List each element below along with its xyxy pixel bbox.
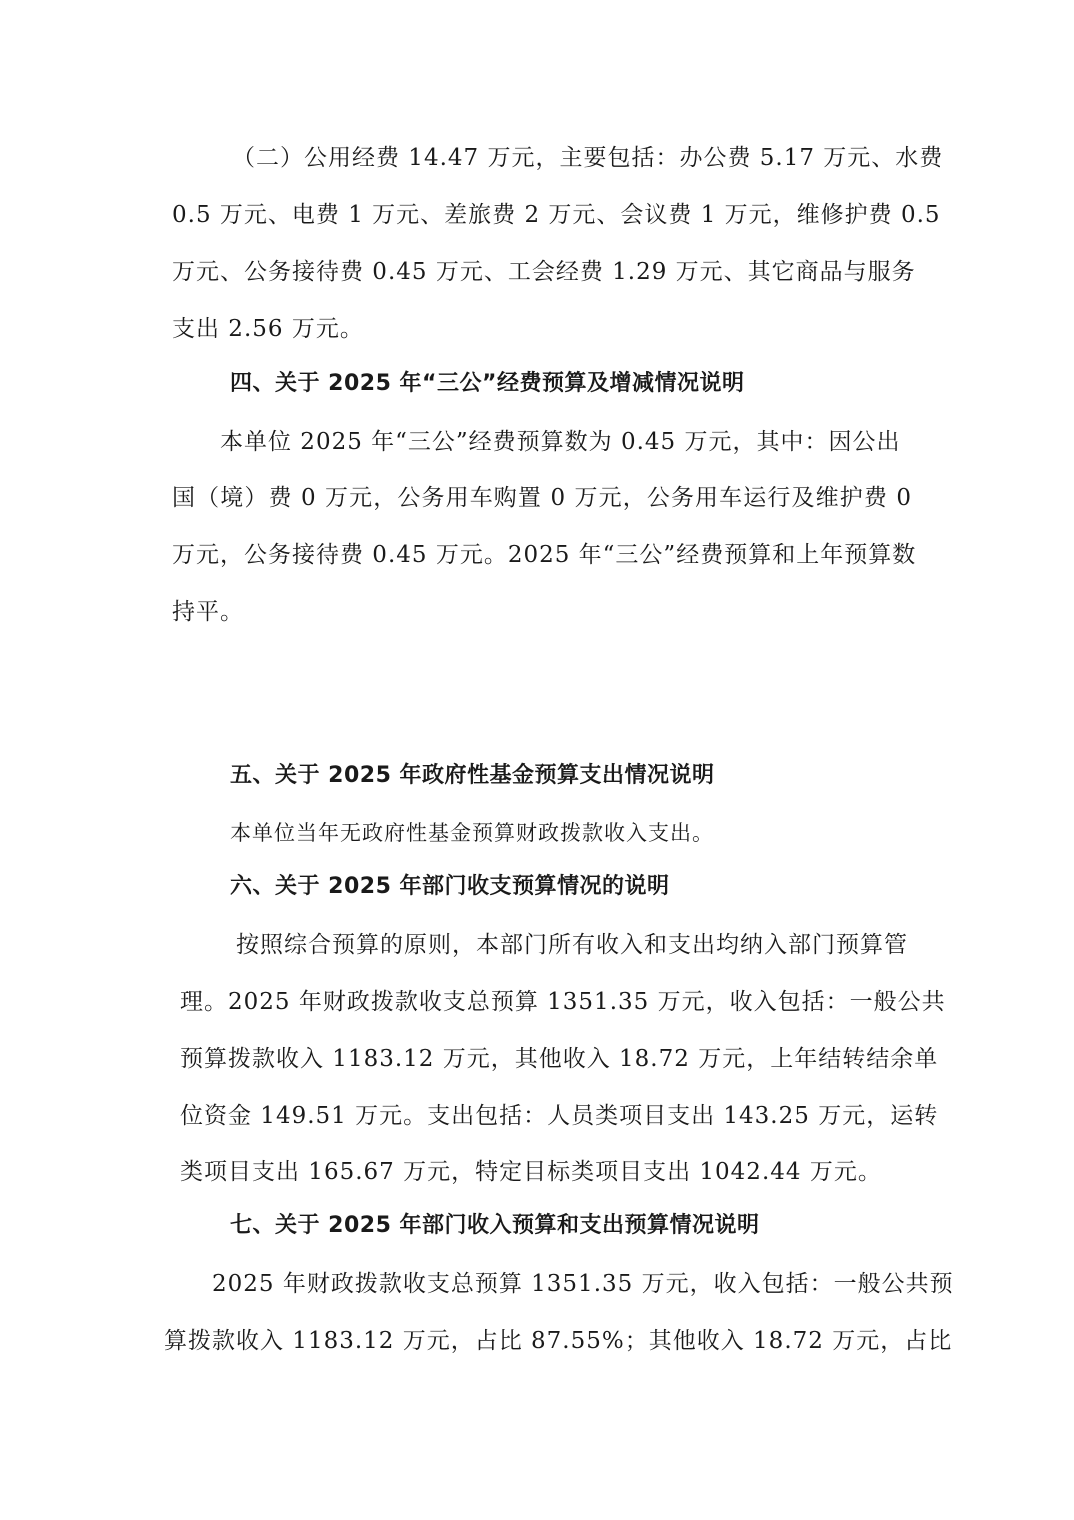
section-heading: 四、关于 2025 年“三公”经费预算及增减情况说明 [230, 371, 745, 396]
paragraph-line: 持平。 [172, 599, 244, 625]
paragraph-line: 位资金 149.51 万元。支出包括：人员类项目支出 143.25 万元，运转 [180, 1103, 939, 1129]
paragraph-line: 0.5 万元、电费 1 万元、差旅费 2 万元、会议费 1 万元，维修护费 0.5 [172, 202, 941, 228]
paragraph-line: 算拨款收入 1183.12 万元，占比 87.55%；其他收入 18.72 万元，占比 [164, 1328, 953, 1354]
paragraph-line: 万元、公务接待费 0.45 万元、工会经费 1.29 万元、其它商品与服务 [172, 259, 916, 285]
paragraph-line: 本单位 2025 年“三公”经费预算数为 0.45 万元，其中：因公出 [220, 429, 901, 455]
paragraph-line: （二）公用经费 14.47 万元，主要包括：办公费 5.17 万元、水费 [232, 145, 944, 171]
section-heading: 五、关于 2025 年政府性基金预算支出情况说明 [230, 763, 715, 788]
section-heading: 七、关于 2025 年部门收入预算和支出预算情况说明 [230, 1213, 760, 1238]
paragraph-line: 理。2025 年财政拨款收支总预算 1351.35 万元，收入包括：一般公共 [180, 989, 946, 1015]
paragraph-line: 按照综合预算的原则，本部门所有收入和支出均纳入部门预算管 [236, 932, 908, 958]
paragraph-line: 预算拨款收入 1183.12 万元，其他收入 18.72 万元，上年结转结余单 [180, 1046, 939, 1072]
paragraph-line: 2025 年财政拨款收支总预算 1351.35 万元，收入包括：一般公共预 [212, 1271, 954, 1297]
section-heading: 六、关于 2025 年部门收支预算情况的说明 [230, 874, 670, 899]
paragraph-line: 支出 2.56 万元。 [172, 316, 364, 342]
paragraph-line: 类项目支出 165.67 万元，特定目标类项目支出 1042.44 万元。 [180, 1159, 882, 1185]
paragraph-line: 本单位当年无政府性基金预算财政拨款收入支出。 [230, 821, 714, 845]
paragraph-line: 国（境）费 0 万元，公务用车购置 0 万元，公务用车运行及维护费 0 [172, 485, 912, 511]
paragraph-line: 万元，公务接待费 0.45 万元。2025 年“三公”经费预算和上年预算数 [172, 542, 917, 568]
